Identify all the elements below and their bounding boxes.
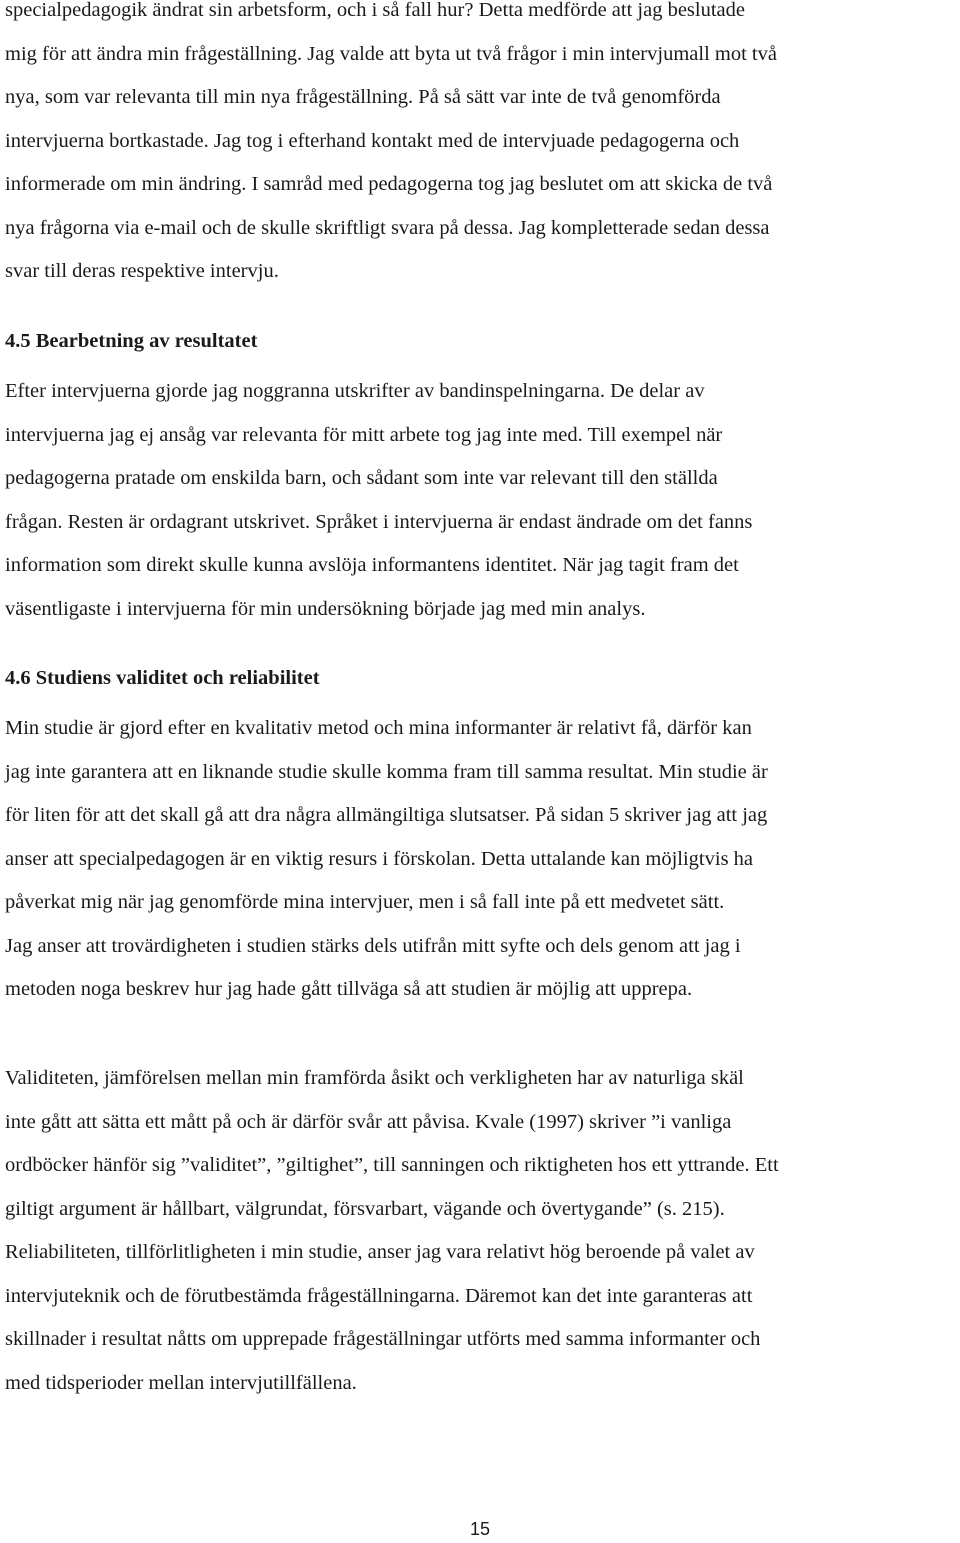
text-line: Efter intervjuerna gjorde jag noggranna utskrifter av bandinspelningarna. De delar av	[5, 380, 705, 402]
text-line: svar till deras respektive intervju.	[5, 260, 279, 282]
text-line: information som direkt skulle kunna avslöja informantens identitet. När jag tagit fram det	[5, 554, 739, 576]
text-line: metoden noga beskrev hur jag hade gått tillväga så att studien är möjlig att upprepa.	[5, 978, 693, 1000]
text-line: frågan. Resten är ordagrant utskrivet. Språket i intervjuerna är endast ändrade om det fanns	[5, 510, 753, 533]
text-line: nya, som var relevanta till min nya frågeställning. På så sätt var inte de två genomförda	[5, 86, 721, 108]
text-line: för liten för att det skall gå att dra några allmängiltiga slutsatser. På sidan 5 skriver jag att jag	[5, 804, 768, 826]
text-line: med tidsperioder mellan intervjutillfällena.	[5, 1371, 357, 1394]
page-number: 15	[469, 1519, 491, 1539]
intro-paragraph	[5, 0, 957, 294]
text-line: intervjuteknik och de förutbestämda frågeställningarna. Däremot kan det inte garanteras att	[5, 1284, 753, 1307]
text-line: skillnader i resultat nåtts om upprepade frågeställningar utförts med samma informanter och	[5, 1328, 761, 1350]
text-line: anser att specialpedagogen är en viktig resurs i förskolan. Detta uttalande kan möjligtvis ha	[5, 847, 754, 870]
text-line: informerade om min ändring. I samråd med pedagogerna tog jag beslutet om att skicka de två	[5, 173, 773, 195]
text-line: Min studie är gjord efter en kvalitativ metod och mina informanter är relativt få, därför kan	[5, 717, 752, 739]
text-line: Jag anser att trovärdigheten i studien stärks dels utifrån mitt syfte och dels genom att jag i	[5, 934, 741, 957]
text-line: pedagogerna pratade om enskilda barn, och sådant som inte var relevant till den ställda	[5, 467, 718, 489]
text-line: Reliabiliteten, tillförlitligheten i min studie, anser jag vara relativt hög beroende på valet av	[5, 1241, 755, 1263]
text-line: ordböcker hänför sig ”validitet”, ”giltighet”, till sanningen och riktigheten hos ett yttrande. Ett	[5, 1154, 779, 1176]
text-line: intervjuerna jag ej ansåg var relevanta för mitt arbete tog jag inte med. Till exempel när	[5, 423, 723, 446]
text-line: giltigt argument är hållbart, välgrundat, försvarbart, vägande och övertygande” (s. 215).	[5, 1197, 725, 1220]
text-line: Validiteten, jämförelsen mellan min framförda åsikt och verkligheten har av naturliga skäl	[5, 1067, 744, 1089]
text-line: specialpedagogik ändrat sin arbetsform, och i så fall hur? Detta medförde att jag beslutade	[5, 0, 746, 21]
text-line: väsentligaste i intervjuerna för min undersökning började jag med min analys.	[5, 597, 646, 620]
text-line: nya frågorna via e-mail och de skulle skriftligt svara på dessa. Jag kompletterade sedan dessa	[5, 216, 770, 239]
text-line: inte gått att sätta ett mått på och är därför svår att påvisa. Kvale (1997) skriver ”i vanliga	[5, 1110, 732, 1133]
section-4-6-paragraph-1	[5, 707, 957, 1012]
text-line: påverkat mig när jag genomförde mina intervjuer, men i så fall inte på ett medvetet sätt.	[5, 891, 725, 913]
section-4-5-paragraph	[5, 370, 957, 631]
text-line: intervjuerna bortkastade. Jag tog i efterhand kontakt med de intervjuade pedagogerna och	[5, 129, 740, 152]
section-heading-4-5: 4.5 Bearbetning av resultatet	[5, 330, 258, 352]
text-line: mig för att ändra min frågeställning. Jag valde att byta ut två frågor i min intervjumall mot två	[5, 42, 777, 65]
text-line: jag inte garantera att en liknande studie skulle komma fram till samma resultat. Min studie är	[5, 760, 768, 783]
section-4-6-paragraph-2	[5, 1057, 957, 1405]
section-heading-4-6: 4.6 Studiens validitet och reliabilitet	[5, 667, 320, 689]
